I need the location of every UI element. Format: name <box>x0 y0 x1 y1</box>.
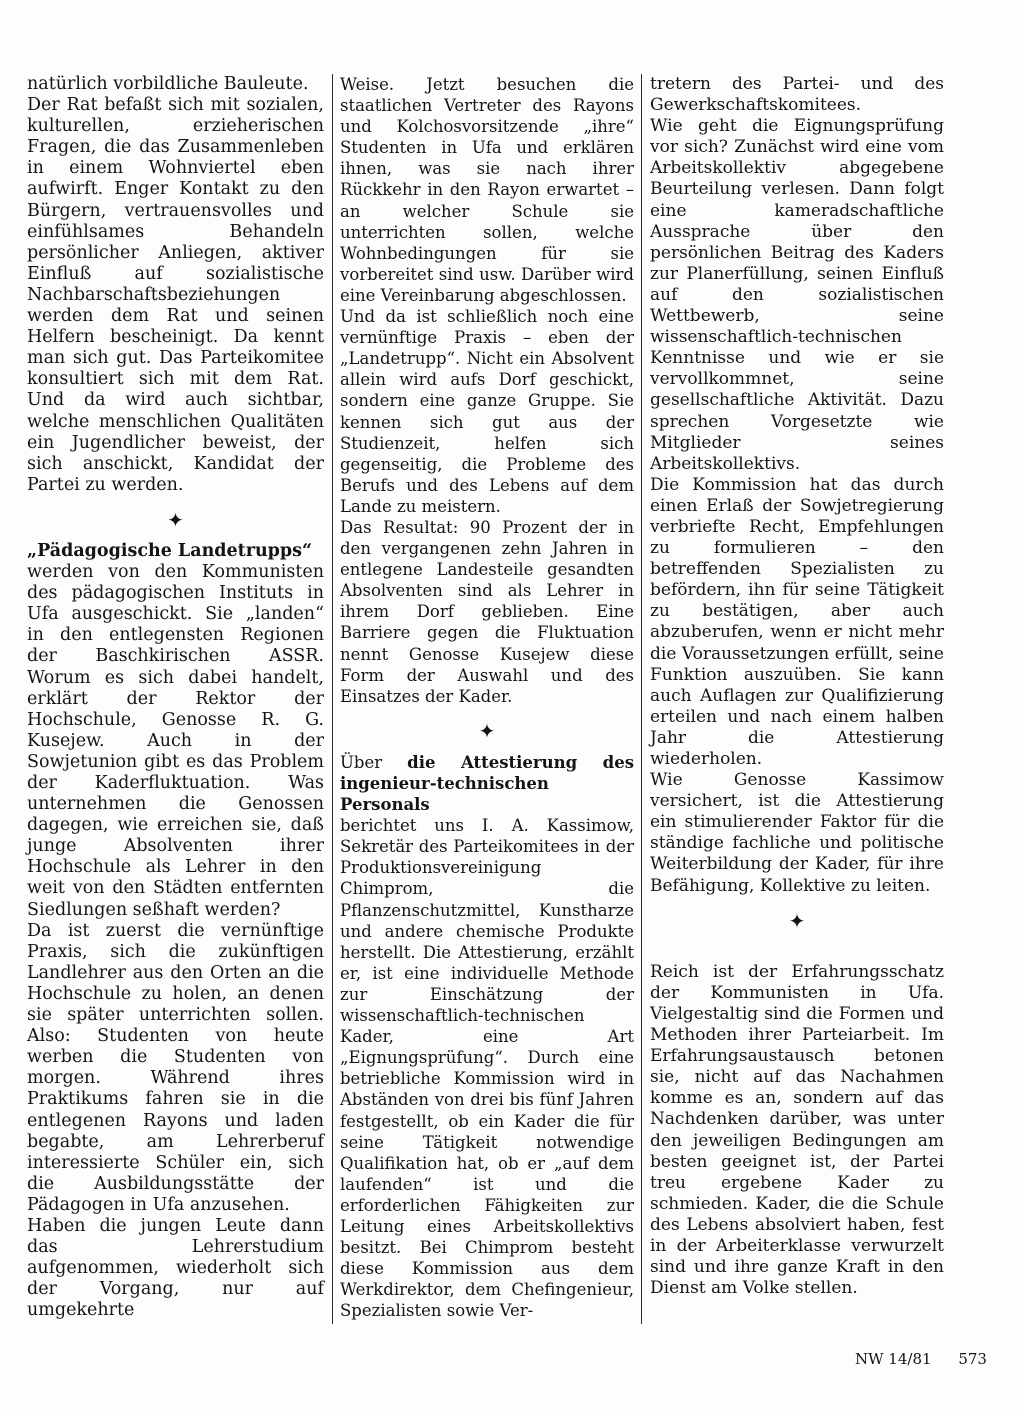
page-number: 573 <box>958 1350 987 1368</box>
paragraph: Und da ist schließlich noch eine vernünftige Praxis – eben der „Landetrupp“. Nicht ein Absolvent allein wird aufs Dorf geschickt, sondern eine ganze Gruppe. Sie kennen sich gut aus der Studienzeit, helfen sich gegenseitig, die Probleme des Berufs und des Lebens auf dem Lande zu meistern. <box>340 307 634 516</box>
column-divider-1 <box>332 74 333 1324</box>
paragraph: Weise. Jetzt besuchen die staatlichen Vertreter des Rayons und Kolchosvorsitzende „ihre“ Studenten in Ufa und erklären ihnen, was sie nach ihrer Rückkehr in den Rayon erwartet – an welcher Schule sie unterrichten sollen, welche Wohnbedingungen für sie vorbereitet sind usw. Darüber wird eine Vereinbarung abgeschlossen. <box>340 75 634 305</box>
column-1 <box>27 74 324 1321</box>
lead-word: Über <box>340 752 383 772</box>
section-heading: „Pädagogische Landetrupps“ <box>27 540 313 561</box>
section-separator-star-icon: ✦ <box>478 718 496 743</box>
spacer <box>650 942 944 962</box>
paragraph: Reich ist der Erfahrungsschatz der Kommunisten in Ufa. Vielgestaltig sind die Formen und Methoden ihrer Parteiarbeit. Im Erfahrungsaustausch betonen sie, nicht auf das Nachahmen komme es an, sondern auf das Nachdenken darüber, was unter den jeweiligen Bedingungen am besten geeignet ist, der Partei treu ergebene Kader zu schmieden. Kader, die die Schule des Lebens absolviert haben, fest in der Arbeiterklasse verwurzelt sind und ihre ganze Kraft in den Dienst am Volke stellen. <box>650 961 944 1299</box>
paragraph: berichtet uns I. A. Kassimow, Sekretär des Parteikomitees in der Produktionsvereinigung Chimprom, die Pflanzenschutzmittel, Kunstharze und andere chemische Produkte herstellt. Die Attestierung, erzählt er, ist eine individuelle Methode zur Einschätzung der wissenschaftlich-technischen Kader, eine Art „Eignungsprüfung“. Durch eine betriebliche Kommission wird in Abständen von drei bis fünf Jahren festgestellt, ob ein Kader die für seine Tätigkeit notwendige Qualifikation hat, ob er „auf dem laufenden“ ist und die erforderlichen Fähigkeiten zur Leitung eines Arbeitskollektivs besitzt. Bei Chimprom besteht diese Kommission aus dem Werkdirektor, dem Chefingenieur, Spezialisten sowie Ver- <box>340 816 634 1321</box>
column-divider-2 <box>641 74 642 1324</box>
column-3 <box>650 74 944 1299</box>
paragraph: Da ist zuerst die vernünftige Praxis, sich die zukünftigen Landlehrer aus den Orten an die Hochschule zu holen, an denen sie später unterrichten sollen. Also: Studenten von heute werben die Studenten von morgen. Während ihres Praktikums fahren sie in die entlegenen Rayons und laden begabte, am Lehrerberuf interessierte Schüler ein, sich die Ausbildungsstätte der Pädagogen in Ufa anzusehen. <box>27 920 324 1215</box>
section-separator-star-icon: ✦ <box>788 908 806 933</box>
paragraph: Das Resultat: 90 Prozent der in den vergangenen zehn Jahren in entlegene Landesteile gesandten Absolventen sind als Lehrer in ihrem Dorf geblieben. Eine Barriere gegen die Fluktuation nennt Genosse Kusejew diese Form der Auswahl und des Einsatzes der Kader. <box>340 517 634 706</box>
issue-label: NW 14/81 <box>855 1350 932 1368</box>
paragraph: Haben die jungen Leute dann das Lehrerstudium aufgenommen, wiederholt sich der Vorgang, nur auf umgekehrte <box>27 1215 324 1321</box>
section-heading: die Attestierung des ingenieur-technischen Personals <box>340 752 634 815</box>
paragraph: Wie Genosse Kassimow versichert, ist die Attestierung ein stimulierender Faktor für die ständige fachliche und politische Weiterbildung der Kader, für ihre Befähigung, Kollektive zu leiten. <box>650 770 944 896</box>
page-footer <box>855 1350 987 1368</box>
paragraph: Der Rat befaßt sich mit sozialen, kulturellen, erzieherischen Fragen, die das Zusammenleben in einem Wohnviertel eben aufwirft. Enger Kontakt zu den Bürgern, vertrauensvolles und einfühlsames Behandeln persönlicher Anliegen, aktiver Einfluß auf sozialistische Nachbarschaftsbeziehungen werden dem Rat und seinen Helfern bescheinigt. Da kennt man sich gut. Das Parteikomitee konsultiert sich mit dem Rat. Und da wird auch sichtbar, welche menschlichen Qualitäten ein Jugendlicher beweist, der sich anschickt, Kandidat der Partei zu werden. <box>27 95 324 495</box>
paragraph <box>340 752 634 815</box>
paragraph: Wie geht die Eignungsprüfung vor sich? Zunächst wird eine vom Arbeitskollektiv abgegebene Beurteilung verlesen. Dann folgt eine kameradschaftliche Aussprache über den persönlichen Beitrag des Kaders zur Planerfüllung, seinen Einfluß auf den sozialistischen Wettbewerb, seine wissenschaftlich-technischen Kenntnisse und wie er sie vervollkommnet, seine gesellschaftliche Aktivität. Dazu sprechen Vorgesetzte wie Mitglieder seines Arbeitskollektivs. <box>650 116 944 474</box>
section-separator-star-icon: ✦ <box>167 507 184 532</box>
paragraph: werden von den Kommunisten des pädagogischen Instituts in Ufa ausgeschickt. Sie „landen“ in den entlegensten Regionen der Baschkirischen ASSR. Worum es sich dabei handelt, erklärt der Rektor der Hochschule, Genosse R. G. Kusejew. Auch in der Sowjetunion gibt es das Problem der Kaderfluktuation. Was unternehmen die Genossen dagegen, wie erreichen sie, daß junge Absolventen ihrer Hochschule als Lehrer in den weit von den Städten entfernten Siedlungen seßhaft werden? <box>27 562 324 920</box>
paragraph: natürlich vorbildliche Bauleute. <box>27 74 309 94</box>
paragraph: Die Kommission hat das durch einen Erlaß der Sowjetregierung verbriefte Recht, Empfehlungen zu formulieren – den betreffenden Spezialisten zu befördern, ihn für seine Tätigkeit zu bestätigen, aber auch abzuberufen, wenn er nicht mehr die Voraussetzungen erfüllt, seine Funktion auszuüben. Sie kann auch Auflagen zur Qualifizierung erteilen und nach einem halben Jahr die Attestierung wiederholen. <box>650 474 944 769</box>
paragraph: tretern des Partei- und des Gewerkschaftskomitees. <box>650 74 944 116</box>
column-2 <box>340 74 634 1321</box>
